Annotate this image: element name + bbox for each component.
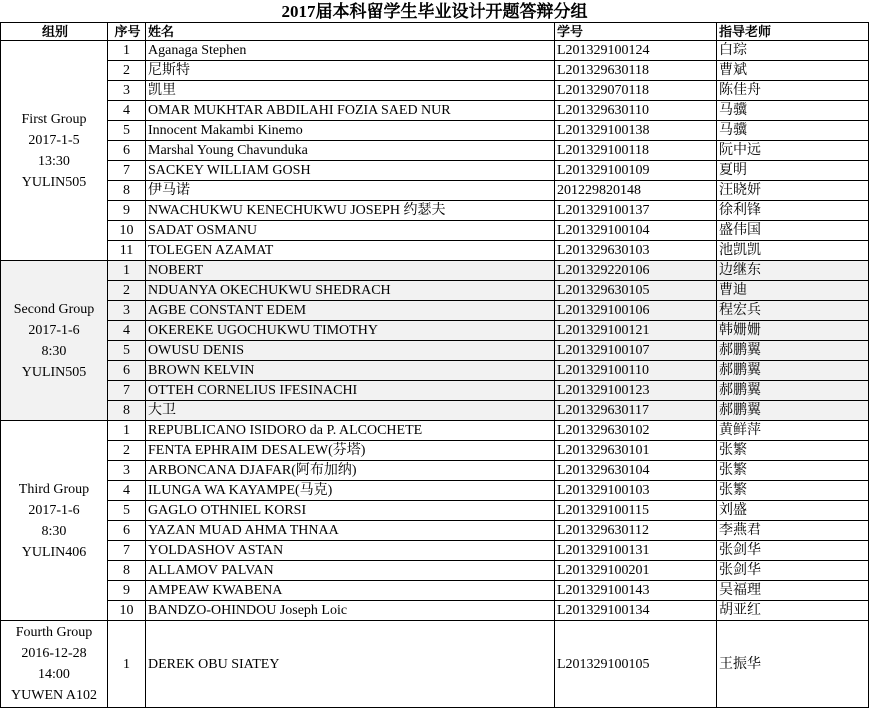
seq-cell: 1 <box>108 41 146 61</box>
advisor-cell: 边继东 <box>717 261 869 281</box>
advisor-cell: 曹迪 <box>717 281 869 301</box>
group-label-line: 13:30 <box>38 153 70 169</box>
student-id-cell: L201329100124 <box>555 41 717 61</box>
advisor-cell: 黄鲜萍 <box>717 421 869 441</box>
student-id-cell: L201329100106 <box>555 301 717 321</box>
advisor-cell: 陈佳舟 <box>717 81 869 101</box>
seq-cell: 3 <box>108 81 146 101</box>
seq-cell: 3 <box>108 461 146 481</box>
group-table <box>0 22 869 708</box>
student-id-cell: L201329630102 <box>555 421 717 441</box>
name-cell: NDUANYA OKECHUKWU SHEDRACH <box>146 281 555 301</box>
table-row <box>1 241 869 261</box>
name-cell: AGBE CONSTANT EDEM <box>146 301 555 321</box>
seq-cell: 10 <box>108 601 146 621</box>
name-cell: OWUSU DENIS <box>146 341 555 361</box>
group-label-line: YULIN505 <box>21 364 87 380</box>
student-id-cell: L201329100105 <box>555 621 717 708</box>
group-label-cell <box>1 621 108 708</box>
advisor-cell: 李燕君 <box>717 521 869 541</box>
group-label-line: First Group <box>21 111 87 127</box>
advisor-cell: 张剑华 <box>717 541 869 561</box>
table-row <box>1 281 869 301</box>
header-group: 组别 <box>1 23 108 41</box>
group-label-line: 14:00 <box>38 667 70 682</box>
table-row <box>1 101 869 121</box>
seq-cell: 7 <box>108 381 146 401</box>
student-id-cell: L201329100123 <box>555 381 717 401</box>
student-id-cell: L201329630110 <box>555 101 717 121</box>
group-label-line: Second Group <box>13 301 95 317</box>
table-row <box>1 141 869 161</box>
advisor-cell: 刘盛 <box>717 501 869 521</box>
header-row <box>1 23 869 41</box>
table-row <box>1 181 869 201</box>
name-cell: ARBONCANA DJAFAR(阿布加纳) <box>146 461 555 481</box>
group-label-line: Fourth Group <box>15 625 93 640</box>
seq-cell: 4 <box>108 321 146 341</box>
seq-cell: 3 <box>108 301 146 321</box>
advisor-cell: 韩姗姗 <box>717 321 869 341</box>
seq-cell: 2 <box>108 441 146 461</box>
name-cell: GAGLO OTHNIEL KORSI <box>146 501 555 521</box>
group-label-line: 2016-12-28 <box>21 646 87 661</box>
name-cell: ALLAMOV PALVAN <box>146 561 555 581</box>
advisor-cell: 张繁 <box>717 481 869 501</box>
group-label-line: 8:30 <box>41 343 67 359</box>
advisor-cell: 郝鹏翼 <box>717 341 869 361</box>
name-cell: Marshal Young Chavunduka <box>146 141 555 161</box>
name-cell: 凯里 <box>146 81 555 101</box>
name-cell: BANDZO-OHINDOU Joseph Loic <box>146 601 555 621</box>
table-row <box>1 41 869 61</box>
table-row <box>1 401 869 421</box>
advisor-cell: 张繁 <box>717 441 869 461</box>
seq-cell: 8 <box>108 401 146 421</box>
student-id-cell: L201329630112 <box>555 521 717 541</box>
seq-cell: 2 <box>108 281 146 301</box>
student-id-cell: L201329100107 <box>555 341 717 361</box>
table-row <box>1 341 869 361</box>
table-row <box>1 361 869 381</box>
name-cell: ILUNGA WA KAYAMPE(马克) <box>146 481 555 501</box>
header-name: 姓名 <box>146 23 555 41</box>
student-id-cell: L201329100121 <box>555 321 717 341</box>
group-label-line: YULIN406 <box>21 544 87 560</box>
advisor-cell: 盛伟国 <box>717 221 869 241</box>
advisor-cell: 郝鹏翼 <box>717 381 869 401</box>
table-row <box>1 521 869 541</box>
advisor-cell: 夏明 <box>717 161 869 181</box>
seq-cell: 2 <box>108 61 146 81</box>
seq-cell: 8 <box>108 561 146 581</box>
table-row <box>1 81 869 101</box>
group-label-line: YULIN505 <box>21 174 87 190</box>
name-cell: SADAT OSMANU <box>146 221 555 241</box>
name-cell: 尼斯特 <box>146 61 555 81</box>
advisor-cell: 曹斌 <box>717 61 869 81</box>
name-cell: NOBERT <box>146 261 555 281</box>
student-id-cell: L201329100103 <box>555 481 717 501</box>
seq-cell: 5 <box>108 501 146 521</box>
header-id: 学号 <box>555 23 717 41</box>
table-row <box>1 601 869 621</box>
student-id-cell: L201329100109 <box>555 161 717 181</box>
name-cell: YOLDASHOV ASTAN <box>146 541 555 561</box>
table-row <box>1 581 869 601</box>
student-id-cell: L201329100134 <box>555 601 717 621</box>
advisor-cell: 汪晓妍 <box>717 181 869 201</box>
table-row <box>1 501 869 521</box>
advisor-cell: 程宏兵 <box>717 301 869 321</box>
name-cell: OKEREKE UGOCHUKWU TIMOTHY <box>146 321 555 341</box>
advisor-cell: 胡亚红 <box>717 601 869 621</box>
seq-cell: 7 <box>108 541 146 561</box>
group-label-line: 2017-1-6 <box>28 322 80 338</box>
seq-cell: 5 <box>108 341 146 361</box>
group-label-line: YUWEN A102 <box>11 688 97 703</box>
table-row <box>1 561 869 581</box>
student-id-cell: 201229820148 <box>555 181 717 201</box>
advisor-cell: 马骥 <box>717 121 869 141</box>
group-label-cell <box>1 421 108 621</box>
header-seq: 序号 <box>108 23 146 41</box>
seq-cell: 10 <box>108 221 146 241</box>
name-cell: OMAR MUKHTAR ABDILAHI FOZIA SAED NUR <box>146 101 555 121</box>
seq-cell: 4 <box>108 481 146 501</box>
advisor-cell: 郝鹏翼 <box>717 401 869 421</box>
table-row <box>1 461 869 481</box>
name-cell: 大卫 <box>146 401 555 421</box>
name-cell: NWACHUKWU KENECHUKWU JOSEPH 约瑟夫 <box>146 201 555 221</box>
table-body <box>1 41 869 708</box>
table-row <box>1 221 869 241</box>
table-row <box>1 421 869 441</box>
table-row <box>1 321 869 341</box>
table-row <box>1 261 869 281</box>
seq-cell: 11 <box>108 241 146 261</box>
seq-cell: 4 <box>108 101 146 121</box>
name-cell: AMPEAW KWABENA <box>146 581 555 601</box>
advisor-cell: 王振华 <box>717 621 869 708</box>
group-label-line: 2017-1-6 <box>28 502 80 518</box>
advisor-cell: 张剑华 <box>717 561 869 581</box>
student-id-cell: L201329100110 <box>555 361 717 381</box>
seq-cell: 7 <box>108 161 146 181</box>
student-id-cell: L201329630103 <box>555 241 717 261</box>
seq-cell: 5 <box>108 121 146 141</box>
student-id-cell: L201329100138 <box>555 121 717 141</box>
name-cell: YAZAN MUAD AHMA THNAA <box>146 521 555 541</box>
seq-cell: 8 <box>108 181 146 201</box>
table-row <box>1 381 869 401</box>
seq-cell: 6 <box>108 521 146 541</box>
student-id-cell: L201329630118 <box>555 61 717 81</box>
seq-cell: 1 <box>108 621 146 708</box>
student-id-cell: L201329100131 <box>555 541 717 561</box>
table-row <box>1 481 869 501</box>
name-cell: SACKEY WILLIAM GOSH <box>146 161 555 181</box>
name-cell: Innocent Makambi Kinemo <box>146 121 555 141</box>
table-row <box>1 301 869 321</box>
table-row <box>1 161 869 181</box>
name-cell: OTTEH CORNELIUS IFESINACHI <box>146 381 555 401</box>
name-cell: DEREK OBU SIATEY <box>146 621 555 708</box>
student-id-cell: L201329100143 <box>555 581 717 601</box>
seq-cell: 9 <box>108 201 146 221</box>
table-row <box>1 201 869 221</box>
advisor-cell: 徐利锋 <box>717 201 869 221</box>
name-cell: BROWN KELVIN <box>146 361 555 381</box>
student-id-cell: L201329070118 <box>555 81 717 101</box>
group-label-line: 8:30 <box>41 523 67 539</box>
table-row <box>1 441 869 461</box>
seq-cell: 9 <box>108 581 146 601</box>
table-row <box>1 541 869 561</box>
group-label-line: 2017-1-5 <box>28 132 80 148</box>
student-id-cell: L201329100115 <box>555 501 717 521</box>
student-id-cell: L201329630105 <box>555 281 717 301</box>
seq-cell: 6 <box>108 361 146 381</box>
name-cell: 伊马诺 <box>146 181 555 201</box>
student-id-cell: L201329630101 <box>555 441 717 461</box>
seq-cell: 6 <box>108 141 146 161</box>
name-cell: Aganaga Stephen <box>146 41 555 61</box>
group-label-cell <box>1 261 108 421</box>
advisor-cell: 白琮 <box>717 41 869 61</box>
group-label-cell <box>1 41 108 261</box>
page-title: 2017届本科留学生毕业设计开题答辩分组 <box>281 2 588 21</box>
advisor-cell: 吴福理 <box>717 581 869 601</box>
student-id-cell: L201329100104 <box>555 221 717 241</box>
advisor-cell: 阮中远 <box>717 141 869 161</box>
table-row <box>1 61 869 81</box>
student-id-cell: L201329630117 <box>555 401 717 421</box>
student-id-cell: L201329100137 <box>555 201 717 221</box>
advisor-cell: 张繁 <box>717 461 869 481</box>
seq-cell: 1 <box>108 421 146 441</box>
table-row <box>1 121 869 141</box>
name-cell: TOLEGEN AZAMAT <box>146 241 555 261</box>
student-id-cell: L201329100201 <box>555 561 717 581</box>
header-advisor: 指导老师 <box>717 23 869 41</box>
advisor-cell: 马骥 <box>717 101 869 121</box>
seq-cell: 1 <box>108 261 146 281</box>
student-id-cell: L201329220106 <box>555 261 717 281</box>
student-id-cell: L201329630104 <box>555 461 717 481</box>
student-id-cell: L201329100118 <box>555 141 717 161</box>
advisor-cell: 池凯凯 <box>717 241 869 261</box>
name-cell: FENTA EPHRAIM DESALEW(芬塔) <box>146 441 555 461</box>
table-row <box>1 621 869 708</box>
name-cell: REPUBLICANO ISIDORO da P. ALCOCHETE <box>146 421 555 441</box>
advisor-cell: 郝鹏翼 <box>717 361 869 381</box>
group-label-line: Third Group <box>18 481 90 497</box>
